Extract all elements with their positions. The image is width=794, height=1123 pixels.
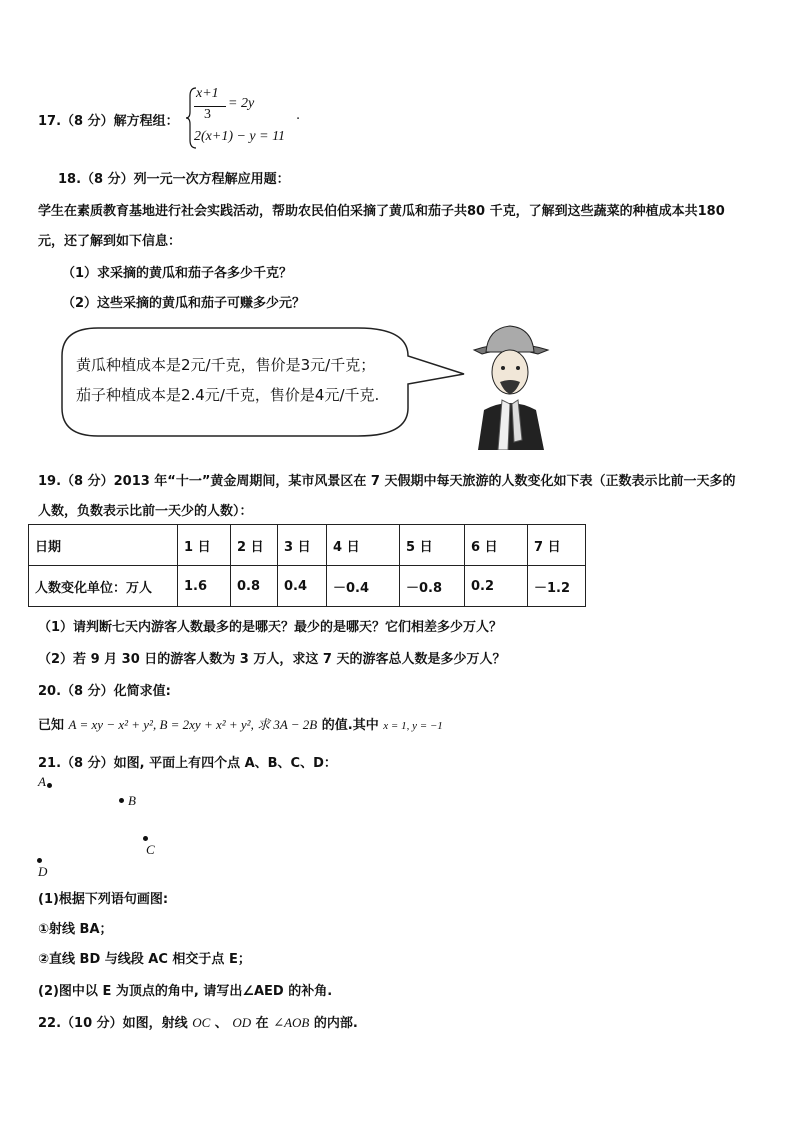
- q18-header: 18.（8 分）列一元一次方程解应用题：: [58, 172, 290, 187]
- point-c: [143, 836, 148, 841]
- q22-angle: ∠AOB: [273, 1015, 310, 1030]
- table-cell: 3 日: [278, 525, 327, 566]
- point-a-label: A: [38, 774, 46, 789]
- bubble-line2: 茄子种植成本是2.4元/千克，售价是4元/千克.: [76, 386, 380, 404]
- q21-item1: ①射线 BA；: [38, 922, 113, 937]
- table-cell: 1 日: [178, 525, 231, 566]
- point-b-label: B: [128, 793, 136, 808]
- q17-equation-system: [186, 86, 306, 150]
- q18-sub1: （1）求采摘的黄瓜和茄子各多少千克？: [62, 266, 293, 281]
- table-cell: 0.8: [231, 566, 278, 607]
- table-cell: 2 日: [231, 525, 278, 566]
- q19-sub2: （2）若 9 月 30 日的游客人数为 3 万人，求这 7 天的游客总人数是多少万人？: [38, 652, 506, 667]
- table-cell: 0.4: [278, 566, 327, 607]
- q22-ray-od: OD: [232, 1015, 252, 1030]
- q17-eq1-rhs: = 2y: [228, 96, 255, 111]
- q20-expression: A = xy − x² + y², B = 2xy + x² + y², 求 3A − 2B: [68, 717, 318, 732]
- q20-condition: x = 1, y = −1: [383, 720, 443, 732]
- q20-prefix: 已知: [38, 718, 65, 733]
- table-cell: 日期: [29, 525, 178, 566]
- point-d: [37, 858, 42, 863]
- speech-bubble: [58, 326, 466, 438]
- q17-eq1-numerator: x+1: [196, 86, 219, 101]
- q18-intro-line2: 元，还了解到如下信息：: [38, 234, 182, 249]
- q21-header: 21.（8 分）如图, 平面上有四个点 A、B、C、D：: [38, 756, 337, 771]
- q22-suffix: 的内部.: [313, 1016, 358, 1031]
- q22-sep: 、: [214, 1016, 228, 1031]
- table-cell: 0.2: [465, 566, 528, 607]
- table-row: [29, 525, 586, 566]
- q18-sub2: （2）这些采摘的黄瓜和茄子可赚多少元？: [62, 296, 306, 311]
- q20-mid: 的值.其中: [321, 718, 379, 733]
- table-cell: 5 日: [400, 525, 465, 566]
- q22-ray-oc: OC: [192, 1015, 211, 1030]
- q18-intro-line1: 学生在素质教育基地进行社会实践活动，帮助农民伯伯采摘了黄瓜和茄子共80 千克，了解到这些蔬菜的种植成本共180: [38, 204, 725, 219]
- q21-item2: ②直线 BD 与线段 AC 相交于点 E；: [38, 952, 251, 967]
- table-cell: －0.8: [400, 566, 465, 607]
- point-d-label: D: [38, 864, 48, 879]
- q19-sub1: （1）请判断七天内游客人数最多的是哪天？最少的是哪天？它们相差多少万人？: [38, 620, 503, 635]
- point-a: [47, 783, 52, 788]
- tourist-change-table: [28, 524, 586, 607]
- q20-header: 20.（8 分）化简求值:: [38, 684, 171, 699]
- table-cell: －0.4: [327, 566, 400, 607]
- q20-line: [38, 714, 443, 733]
- q17-header: 17.（8 分）解方程组：: [38, 114, 179, 129]
- table-cell: 人数变化单位：万人: [29, 566, 178, 607]
- q21-sub2: (2)图中以 E 为顶点的角中, 请写出∠AED 的补角.: [38, 984, 333, 999]
- table-cell: 4 日: [327, 525, 400, 566]
- q19-line2: 人数，负数表示比前一天少的人数）：: [38, 504, 253, 519]
- table-cell: 1.6: [178, 566, 231, 607]
- table-row: [29, 566, 586, 607]
- q17-eq1-denominator: 3: [204, 107, 211, 122]
- q22-line: [38, 1012, 358, 1031]
- q22-prefix: 22.（10 分）如图，射线: [38, 1016, 188, 1031]
- q21-sub1: (1)根据下列语句画图:: [38, 892, 169, 907]
- table-cell: 6 日: [465, 525, 528, 566]
- q17-end: .: [296, 108, 301, 123]
- point-c-label: C: [146, 842, 155, 857]
- farmer-illustration: [468, 320, 552, 450]
- q22-mid: 在: [255, 1016, 269, 1031]
- table-cell: －1.2: [528, 566, 586, 607]
- bubble-line1: 黄瓜种植成本是2元/千克，售价是3元/千克；: [76, 356, 376, 374]
- q17-eq2: 2(x+1) − y = 11: [194, 129, 286, 144]
- point-b: [119, 798, 124, 803]
- table-cell: 7 日: [528, 525, 586, 566]
- q19-line1: 19.（8 分）2013 年“十一”黄金周期间，某市风景区在 7 天假期中每天旅游的人数变化如下表（正数表示比前一天多的: [38, 474, 736, 489]
